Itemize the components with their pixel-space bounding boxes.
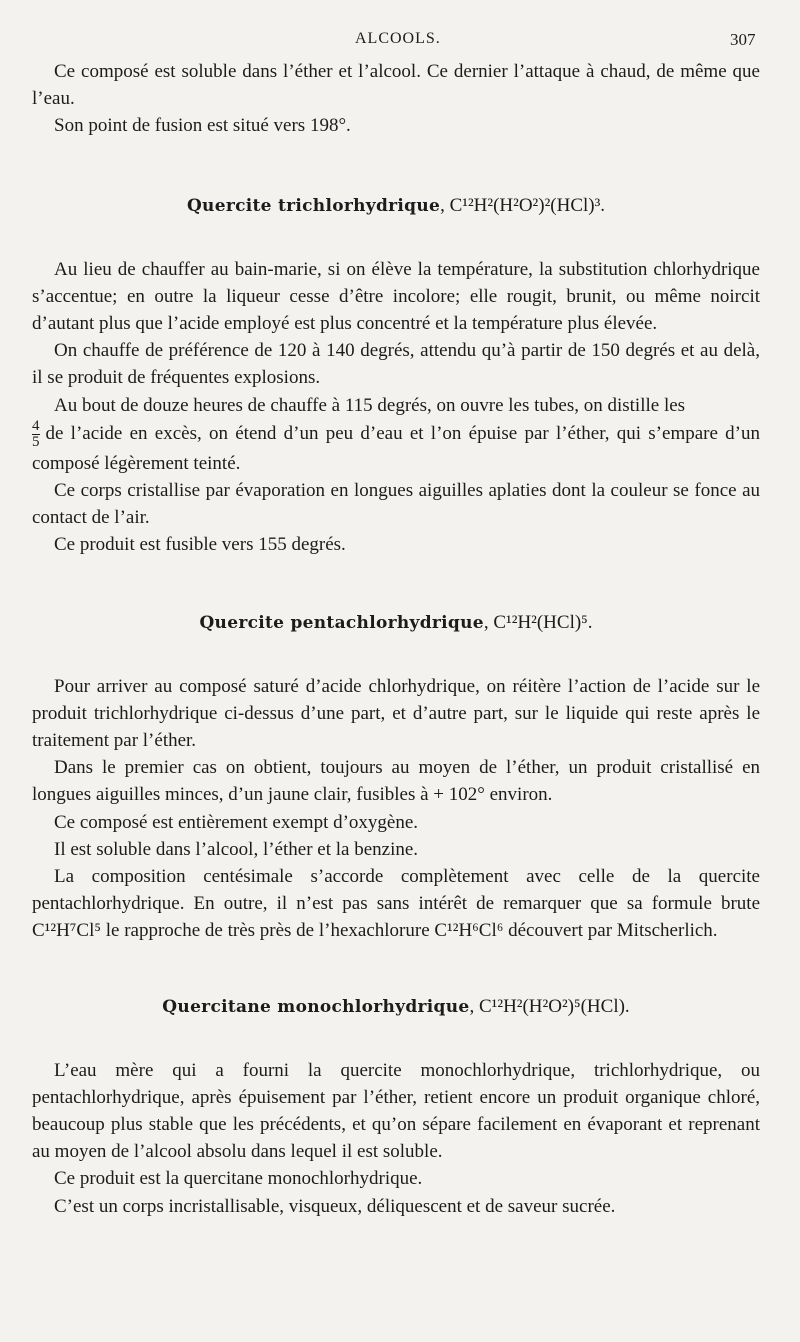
paragraph-with-fraction (32, 419, 760, 477)
paragraph: C’est un corps incristallisable, visqueux, déliquescent et de saveur sucrée. (54, 1195, 616, 1217)
paragraph: Son point de fusion est situé vers 198°. (54, 115, 351, 137)
paragraph: Il est soluble dans l’alcool, l’éther et la benzine. (54, 838, 419, 860)
paragraph: Au bout de douze heures de chauffe à 115 degrés, on ouvre les tubes, on distille les (54, 394, 686, 416)
paragraph: Ce produit est la quercitane monochlorhydrique. (54, 1168, 423, 1190)
fraction (32, 419, 40, 450)
paragraph: L’eau mère qui a fourni la quercite monochlorhydrique, trichlorhydrique, ou pentachlorhydrique, après épuisement par l’éther, retient encore un produit organique chloré, beaucoup plus stable que les précédents, et qu’on sépare facilement en évaporant et reprenant au moyen de l’alcool absolu dans lequel il est soluble. (32, 1059, 760, 1163)
paragraph: Pour arriver au composé saturé d’acide chlorhydrique, on réitère l’action de l’acide sur le produit trichlorhydrique ci-dessus d’une part, et d’autre part, sur le liquide qui reste après le traitement par l’éther. (32, 675, 760, 752)
running-title: ALCOOLS. (355, 30, 441, 47)
section-name: Quercite pentachlorhydrique (199, 612, 484, 633)
paragraph: Ce corps cristallise par évaporation en longues aiguilles aplaties dont la couleur se fonce au contact de l’air. (32, 480, 760, 529)
body-text (32, 58, 760, 1220)
section-formula: , C¹²H²(H²O²)⁵(HCl). (469, 995, 630, 1017)
paragraph: On chauffe de préférence de 120 à 140 degrés, attendu qu’à partir de 150 degrés et au delà, il se produit de fréquentes explosions. (32, 340, 760, 389)
paragraph: Ce composé est soluble dans l’éther et l’alcool. Ce dernier l’attaque à chaud, de même que l’eau. (32, 61, 760, 110)
fraction-denominator: 5 (32, 433, 40, 450)
paragraph: Ce produit est fusible vers 155 degrés. (54, 534, 346, 556)
fraction-numerator: 4 (32, 417, 40, 434)
section-heading-pentachlorhydrique (32, 609, 760, 637)
section-heading-trichlorhydrique (32, 192, 760, 220)
section-formula: , C¹²H²(H²O²)²(HCl)³. (440, 194, 606, 216)
section-heading-quercitane (32, 993, 760, 1021)
page-number: 307 (730, 30, 756, 49)
paragraph: Ce composé est entièrement exempt d’oxygène. (54, 811, 419, 833)
section-formula: , C¹²H²(HCl)⁵. (483, 611, 593, 633)
paragraph-text: de l’acide en excès, on étend d’un peu d’eau et l’on épuise par l’éther, qui s’empare d’un composé légèrement teinté. (32, 422, 760, 474)
section-name: Quercite trichlorhydrique (186, 195, 441, 216)
section-name: Quercitane monochlorhydrique (162, 996, 470, 1017)
paragraph: Dans le premier cas on obtient, toujours au moyen de l’éther, un produit cristallisé en longues aiguilles minces, d’un jaune clair, fusibles à + 102° environ. (32, 757, 760, 806)
page-header (0, 30, 800, 54)
paragraph: La composition centésimale s’accorde complètement avec celle de la quercite pentachlorhydrique. En outre, il n’est pas sans intérêt de remarquer que sa formule brute C¹²H⁷Cl⁵ le rapproche de très près de l’hexachlorure C¹²H⁶Cl⁶ découvert par Mitscherlich. (32, 866, 760, 942)
paragraph: Au lieu de chauffer au bain-marie, si on élève la température, la substitution chlorhydrique s’accentue; en outre la liqueur cesse d’être incolore; elle rougit, brunit, ou même noircit d’autant plus que l’acide employé est plus concentré et la température plus élevée. (32, 258, 760, 335)
